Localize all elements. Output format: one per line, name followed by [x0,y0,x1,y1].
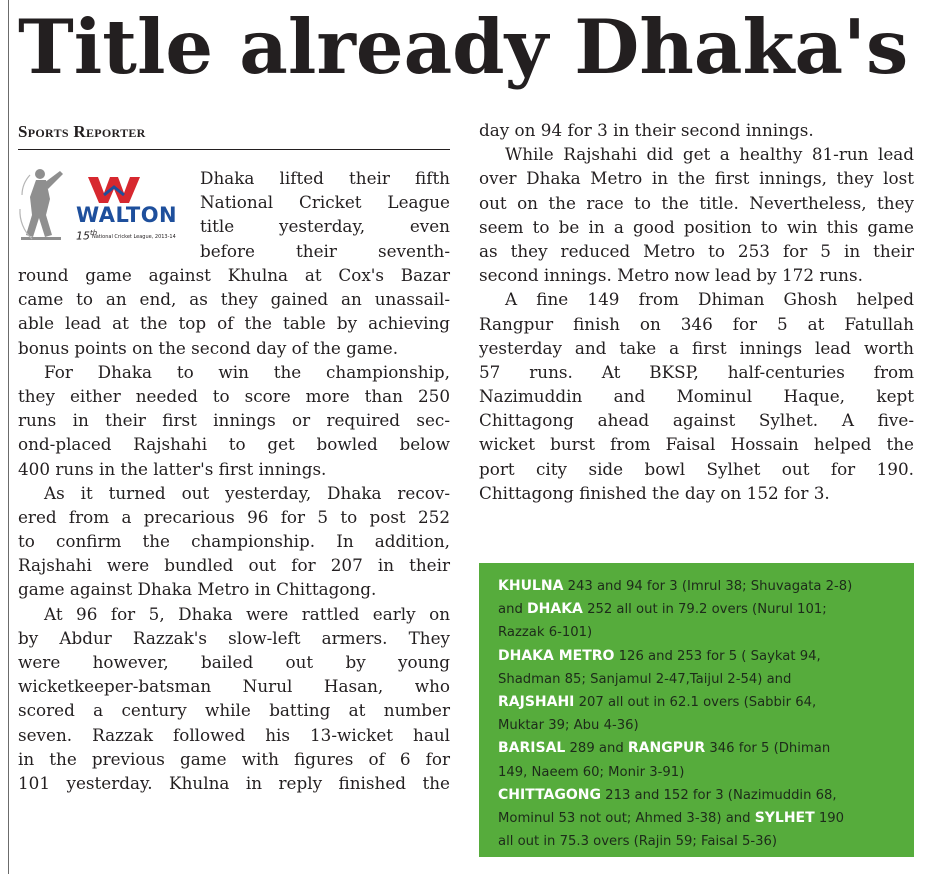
text-line: runs in their first innings or required sec- [18,410,450,431]
text-line: ered from a precarious 96 for 5 to post 252 [18,506,450,527]
team-name: CHITTAGONG [498,786,601,803]
text-line: Chittagong ahead against Sylhet. A five- [479,410,914,431]
team-name: DHAKA METRO [498,647,615,664]
team-name: RAJSHAHI [498,693,575,710]
score-line: BARISAL 289 and RANGPUR 346 for 5 (Dhiman [498,740,831,757]
text-line: ond-placed Rajshahi to get bowled below [18,434,450,455]
score-line: 149, Naeem 60; Monir 3-91) [498,764,685,780]
left-column-rule [8,0,9,874]
text-line: A fine 149 from Dhiman Ghosh helped [505,289,914,310]
byline: Sports Reporter [18,122,146,141]
text-line: to confirm the championship. In addition, [18,531,450,552]
text-line: in the previous game with figures of 6 for [18,748,450,769]
team-name: DHAKA [527,601,583,618]
text-line: second innings. Metro now lead by 172 runs. [479,265,863,286]
text-line: by Abdur Razzak's slow-left armers. They [18,627,450,648]
score-line: Muktar 39; Abu 4-36) [498,718,639,734]
text-line: seem to be in a good position to win this game [479,216,914,237]
score-line: Shadman 85; Sanjamul 2-47,Taijul 2-54) and [498,671,792,687]
text-line: able lead at the top of the table by achieving [18,313,450,334]
text-line: 101 yesterday. Khulna in reply finished the [18,772,450,793]
text-line: While Rajshahi did get a healthy 81-run lead [505,144,914,165]
left-column-text [18,263,450,795]
team-name: BARISAL [498,740,566,757]
score-line: CHITTAGONG 213 and 152 for 3 (Nazimuddin 68, [498,786,837,803]
logo-brand-text: WALTON [76,203,178,227]
score-line: RAJSHAHI 207 all out in 62.1 overs (Sabbir 64, [498,693,817,710]
text-line: Nazimuddin and Mominul Haque, kept [479,386,914,407]
intro-text [200,166,450,263]
text-line: 400 runs in the latter's first innings. [18,458,327,479]
text-line: came to an end, as they gained an unassail- [18,289,450,310]
score-line: DHAKA METRO 126 and 253 for 5 ( Saykat 94, [498,647,821,664]
text-line: game against Dhaka Metro in Chittagong. [18,579,377,600]
headline: Title already Dhaka's [18,3,909,91]
walton-ncl-logo [18,165,190,249]
logo-subtitle: National Cricket League, 2013-14 [92,234,176,240]
text-line: 57 runs. At BKSP, half-centuries from [479,361,914,382]
score-line: and DHAKA 252 all out in 79.2 overs (Nurul 101; [498,601,827,618]
text-line: Rajshahi were bundled out for 207 in their [18,555,450,576]
text-line: As it turned out yesterday, Dhaka recov- [44,482,450,503]
text-line: out on the race to the title. Nevertheless, they [479,192,914,213]
text-line: At 96 for 5, Dhaka were rattled early on [44,603,450,624]
team-name: RANGPUR [627,740,706,757]
text-line: title yesterday, even [200,216,450,237]
scores-box [479,563,914,857]
text-line: scored a century while batting at number [18,700,450,721]
team-name: KHULNA [498,578,564,594]
score-line: KHULNA 243 and 94 for 3 (Imrul 38; Shuvagata 2-8) [498,578,853,594]
right-column-text [479,118,914,505]
text-line: bonus points on the second day of the game. [18,337,399,358]
text-line: Rangpur finish on 346 for 5 at Fatullah [479,313,914,334]
team-name: SYLHET [754,809,815,826]
text-line: over Dhaka Metro in the first innings, they lost [479,168,914,189]
text-line: National Cricket League [200,192,450,213]
text-line: yesterday and take a first innings lead worth [479,337,914,358]
text-line: For Dhaka to win the championship, [44,361,450,382]
text-line: as they reduced Metro to 253 for 5 in their [479,240,914,261]
text-line: they either needed to score more than 250 [18,385,450,406]
text-line: were however, bailed out by young [18,652,450,672]
score-line: Mominul 53 not out; Ahmed 3-38) and SYLHET 190 [498,809,845,826]
text-line: wicket burst from Faisal Hossain helped the [479,434,914,455]
text-line: Dhaka lifted their fifth [200,168,450,188]
byline-rule [18,149,450,150]
text-line: day on 94 for 3 in their second innings. [479,120,814,140]
text-line: seven. Razzak followed his 13-wicket haul [18,724,450,745]
text-line: before their seventh- [200,240,450,261]
score-line: Razzak 6-101) [498,625,593,641]
text-line: wicketkeeper-batsman Nurul Hasan, who [18,676,450,697]
text-line: round game against Khulna at Cox's Bazar [18,265,450,285]
score-line: all out in 75.3 overs (Rajin 59; Faisal 5-36) [498,834,778,850]
text-line: port city side bowl Sylhet out for 190. [479,458,914,479]
logo-edition: 15th [76,229,98,243]
text-line: Chittagong finished the day on 152 for 3. [479,482,830,503]
